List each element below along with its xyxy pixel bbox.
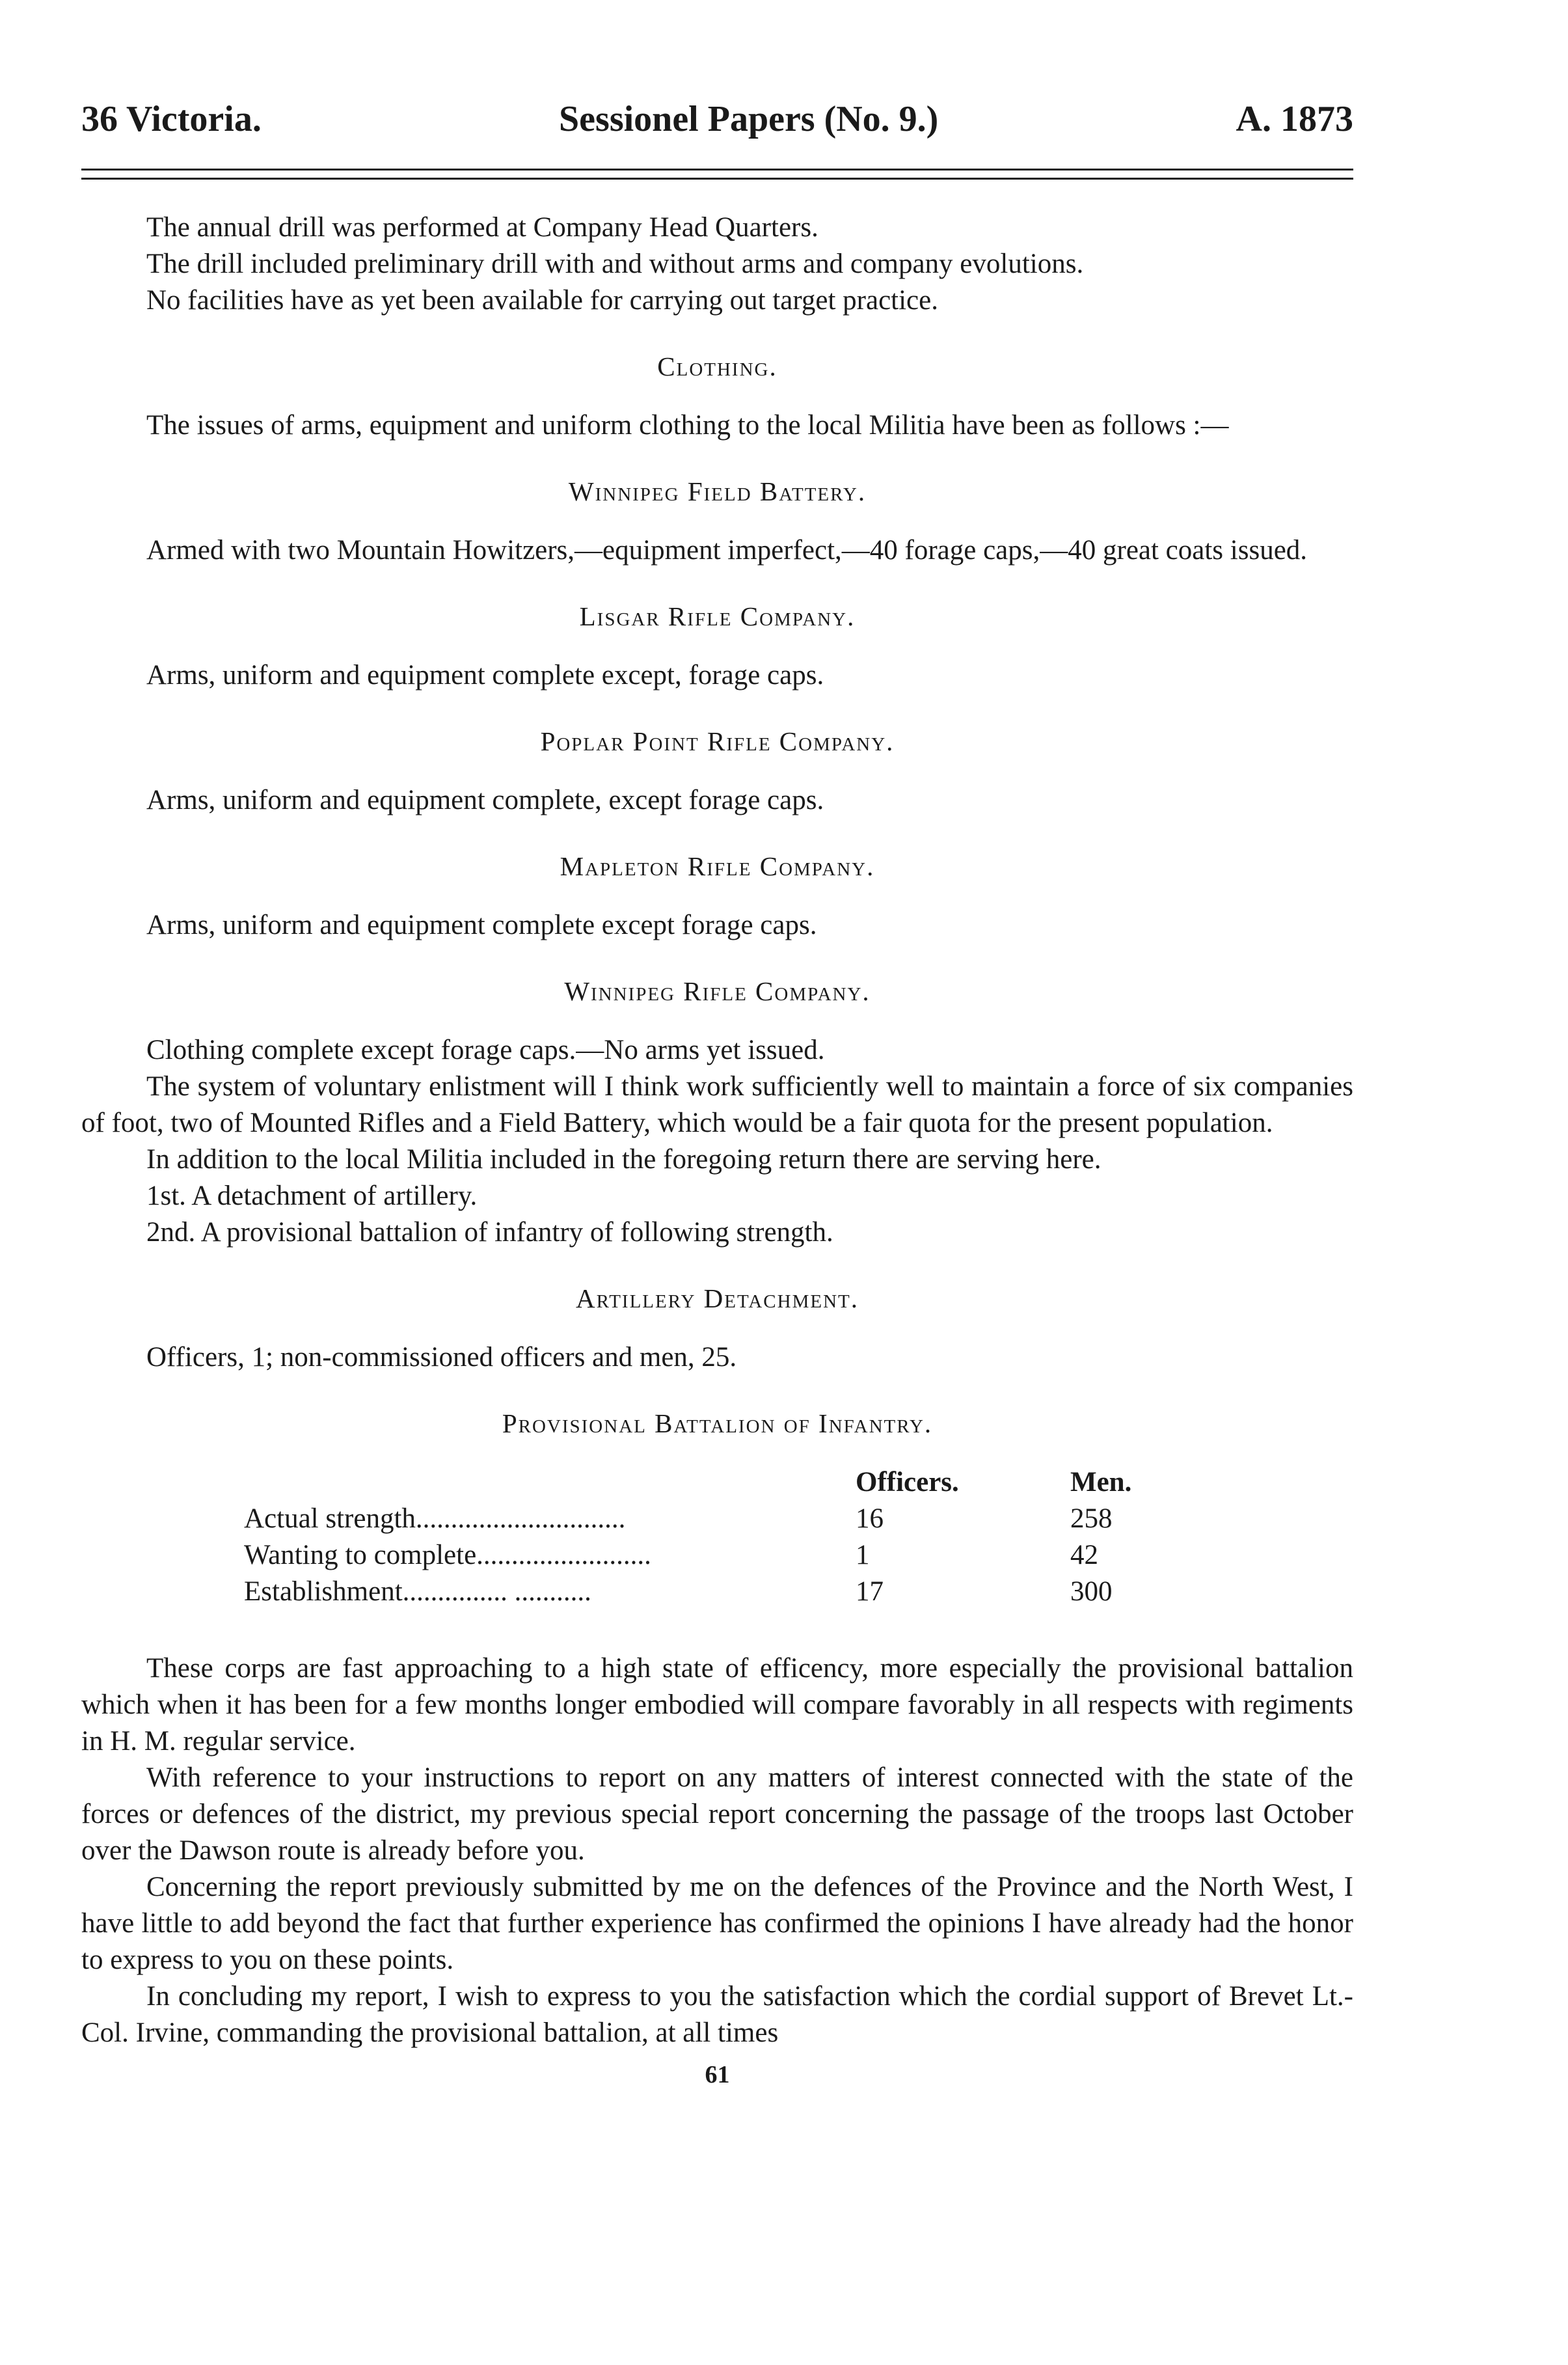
body-paragraph: The system of voluntary enlistment will I think work sufficiently well to maintain a force of six companies of foot, two of Mounted Rifles and a Field Battery, which would be a fair quota for the present population. <box>81 1071 1353 1139</box>
section-heading-provisional-battalion: Provisional Battalion of Infantry. <box>502 1408 933 1439</box>
section-heading-winnipeg-field-battery: Winnipeg Field Battery. <box>568 476 867 507</box>
header-title: Sessionel Papers (No. 9.) <box>559 99 939 139</box>
row-label: Establishment............... ........... <box>244 1576 591 1607</box>
intro-line: No facilities have as yet been available for carrying out target practice. <box>146 285 938 316</box>
header-session: 36 Victoria. <box>81 99 262 139</box>
body-paragraph: In concluding my report, I wish to express to you the satisfaction which the cordial support of Brevet Lt.-Col. Irvine, commanding the provisional battalion, at all times <box>81 1981 1353 2049</box>
table-header-row <box>244 1464 1200 1501</box>
section-heading-poplar-point-rifle-company: Poplar Point Rifle Company. <box>540 726 895 757</box>
unit-text: Arms, uniform and equipment complete except forage caps. <box>146 910 817 941</box>
page-header <box>81 98 1353 141</box>
header-year: A. 1873 <box>1236 99 1353 139</box>
battalion-strength-table <box>244 1464 1200 1610</box>
body-paragraph: Concerning the report previously submitted by me on the defences of the Province and the North West, I have little to add beyond the fact that further experience has confirmed the opinions I have already had the honor to express to you on these points. <box>81 1872 1353 1976</box>
body-paragraph: These corps are fast approaching to a high state of efficency, more especially the provisional battalion which when it has been for a few months longer embodied will compare favorably in all respects with regiments in H. M. regular service. <box>81 1653 1353 1757</box>
table-row <box>244 1574 1200 1610</box>
clothing-text: The issues of arms, equipment and uniform clothing to the local Militia have been as follows :— <box>146 410 1229 441</box>
table-row <box>244 1501 1200 1537</box>
page-signature-mark: 61 <box>705 2061 730 2089</box>
intro-line: The annual drill was performed at Company Head Quarters. <box>146 212 818 243</box>
body-paragraph: 1st. A detachment of artillery. <box>146 1181 478 1212</box>
row-label: Actual strength.............................. <box>244 1503 626 1535</box>
body-paragraph: In addition to the local Militia included in the foregoing return there are serving here. <box>146 1144 1102 1175</box>
officers-value: 17 <box>856 1576 884 1607</box>
body-paragraph: 2nd. A provisional battalion of infantry of following strength. <box>146 1217 833 1248</box>
officers-value: 16 <box>856 1503 884 1535</box>
intro-line: The drill included preliminary drill with and without arms and company evolutions. <box>146 249 1084 280</box>
document-page <box>81 98 1353 2089</box>
section-heading-winnipeg-rifle-company: Winnipeg Rifle Company. <box>564 976 871 1007</box>
unit-text: Clothing complete except forage caps.—No arms yet issued. <box>146 1035 825 1066</box>
men-value: 42 <box>1070 1540 1098 1571</box>
men-value: 258 <box>1070 1503 1113 1535</box>
column-header-men: Men. <box>1070 1467 1132 1498</box>
column-header-officers: Officers. <box>856 1467 959 1498</box>
body-paragraph: With reference to your instructions to report on any matters of interest connected with the state of the forces or defences of the district, my previous special report concerning the passage of the troops last October over the Dawson route is already before you. <box>81 1762 1353 1866</box>
unit-text: Arms, uniform and equipment complete except, forage caps. <box>146 660 824 691</box>
men-value: 300 <box>1070 1576 1113 1607</box>
officers-value: 1 <box>856 1540 870 1571</box>
row-label: Wanting to complete......................... <box>244 1540 651 1571</box>
section-heading-lisgar-rifle-company: Lisgar Rifle Company. <box>579 601 856 632</box>
artillery-text: Officers, 1; non-commissioned officers and men, 25. <box>146 1342 737 1373</box>
section-heading-clothing: Clothing. <box>657 351 777 382</box>
section-heading-mapleton-rifle-company: Mapleton Rifle Company. <box>560 851 875 882</box>
table-row <box>244 1537 1200 1574</box>
section-heading-artillery-detachment: Artillery Detachment. <box>575 1283 859 1314</box>
header-rule <box>81 169 1353 180</box>
unit-text: Arms, uniform and equipment complete, except forage caps. <box>146 785 824 816</box>
unit-text: Armed with two Mountain Howitzers,—equipment imperfect,—40 forage caps,—40 great coats issued. <box>146 535 1308 566</box>
